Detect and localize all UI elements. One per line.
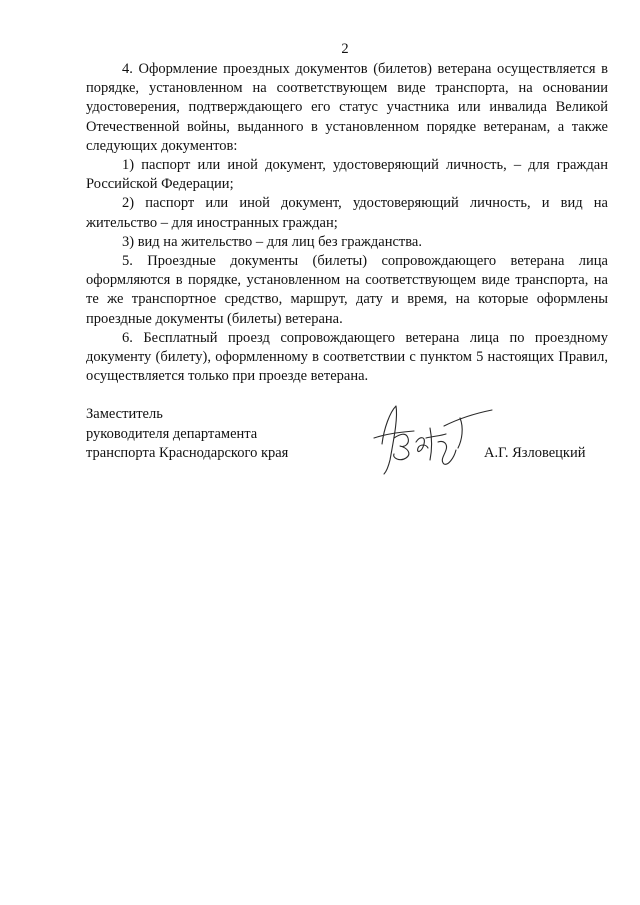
signatory-name: А.Г. Язловецкий bbox=[484, 445, 586, 461]
signatory-title-line: транспорта Краснодарского края bbox=[86, 445, 289, 461]
paragraph-item-6: 6. Бесплатный проезд сопровождающего ветерана лица по проездному документу (билету), оформленному в соответствии с пунктом 5 настоящих Правил, осуществляется только при проезде ветерана. bbox=[86, 329, 608, 385]
signatory-title-line: руководителя департамента bbox=[86, 425, 258, 442]
handwritten-signature-icon bbox=[360, 398, 500, 478]
document-body bbox=[86, 60, 608, 386]
paragraph-subitem-2: 2) паспорт или иной документ, удостоверяющий личность, и вид на жительство – для иностранных граждан; bbox=[86, 195, 608, 231]
paragraph-item-4: 4. Оформление проездных документов (билетов) ветерана осуществляется в порядке, установленном на соответствующем виде транспорта, на основании удостоверения, подтверждающего его статус участника или инвалида Великой Отечественной войны, выданного в установленном порядке ветеранам, а также следующих документов: bbox=[86, 61, 608, 154]
paragraph-item-5: 5. Проездные документы (билеты) сопровождающего ветерана лица оформляются в порядке, установленном на соответствующем виде транспорта, на те же транспортное средство, маршрут, дату и время, на которые оформлены проездные документы (билеты) ветерана. bbox=[86, 253, 608, 327]
paragraph-subitem-1: 1) паспорт или иной документ, удостоверяющий личность, – для граждан Российской Федерации; bbox=[86, 157, 608, 193]
paragraph-subitem-3: 3) вид на жительство – для лиц без гражданства. bbox=[122, 233, 422, 250]
signatory-title-line: Заместитель bbox=[86, 406, 163, 422]
signatory-title bbox=[86, 405, 288, 464]
page-number: 2 bbox=[341, 41, 349, 57]
